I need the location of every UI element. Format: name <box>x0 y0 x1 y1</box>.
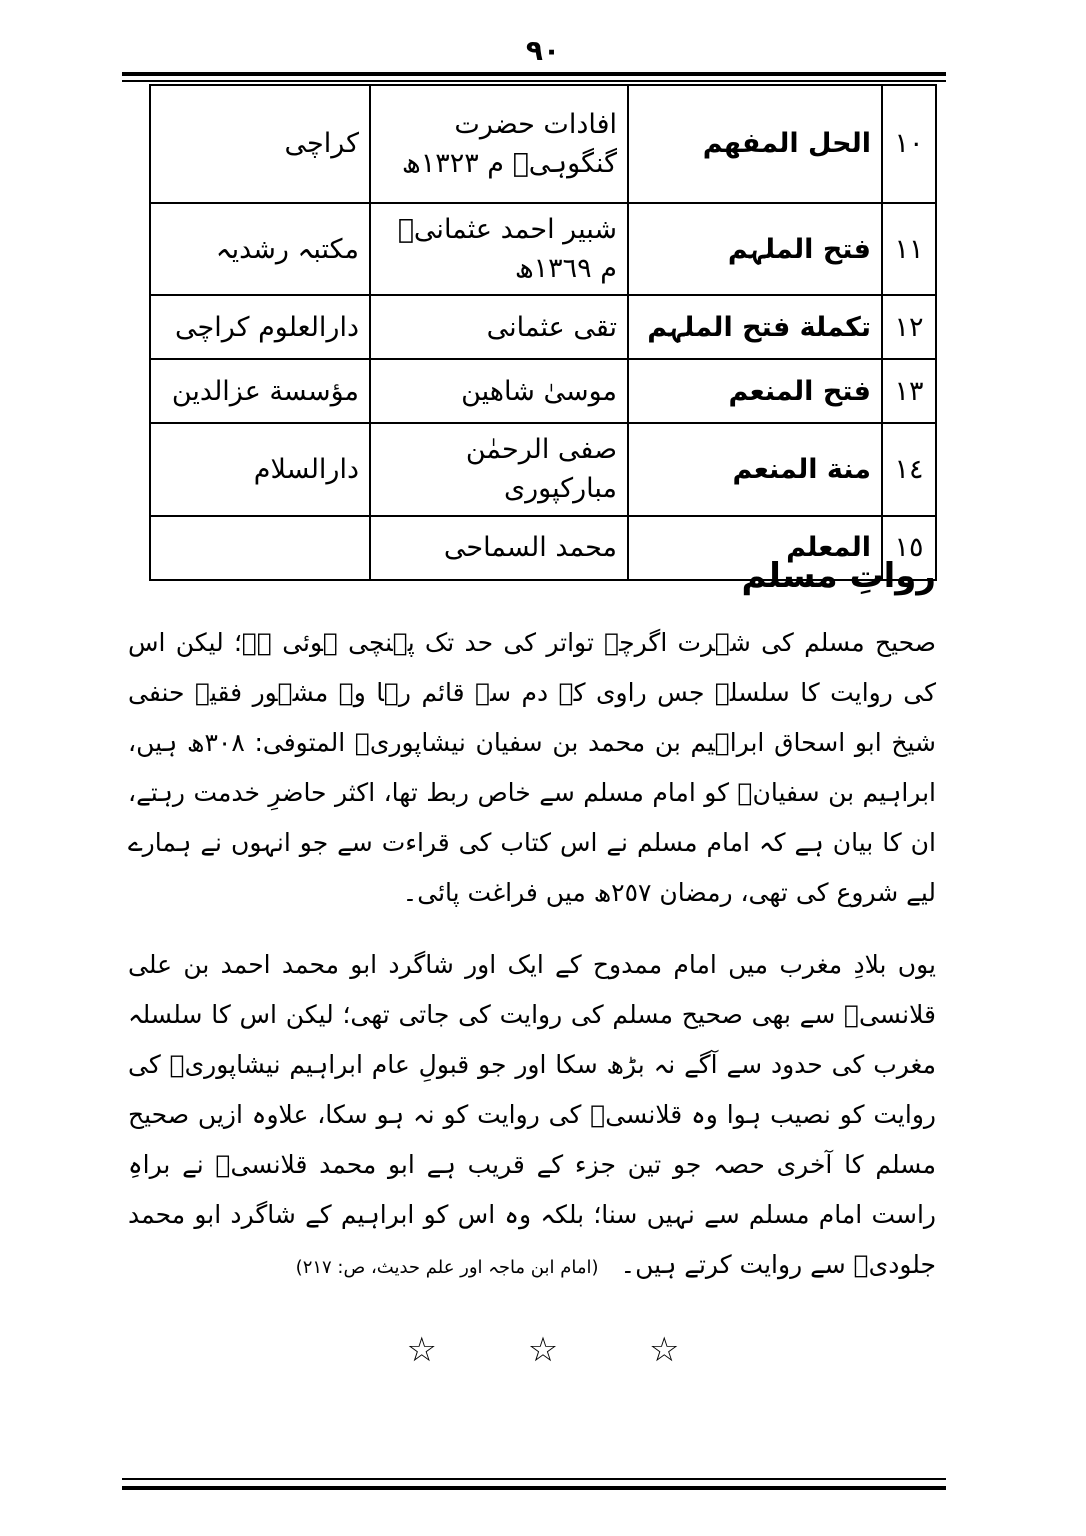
paragraph-1: صحیح مسلم کی شہرت اگرچہ تواتر کی حد تک پہنچی ہوئی ہے؛ لیکن اس کی روایت کا سلسلہ جس راوی کے دم سے قائم رہا وہ مشہور فقیہ حنفی شیخ ابو اسحاق ابراہیم بن محمد بن سفیان نیشاپوریؒ المتوفی: ٣٠٨ھ ہیں، ابراہیم بن سفیانؒ کو امام مسلم سے خاص ربط تھا، اکثر حاضرِ خدمت رہتے، ان کا بیان ہے کہ امام مسلم نے اس کتاب کی قراءت سے جو انہوں نے ہمارے لیے شروع کی تھی، رمضان ٢٥٧ھ میں فراغت پائی۔ <box>128 628 937 907</box>
row-number: ١٠ <box>882 85 936 203</box>
book-title: منة المنعم <box>628 423 882 515</box>
row-number: ١٥ <box>882 516 936 580</box>
star-icon: ☆ <box>649 1330 680 1370</box>
book-publisher: کراچی <box>150 85 370 203</box>
section-heading: رواتِ مسلم <box>741 556 936 596</box>
row-number: ١٢ <box>882 295 936 359</box>
book-publisher <box>150 516 370 580</box>
footer-rule-thin <box>122 1478 946 1480</box>
book-author: تقی عثمانی <box>370 295 628 359</box>
paragraph-2 <box>128 940 936 1293</box>
table-row <box>150 359 936 423</box>
page-number: ٩٠ <box>525 34 561 67</box>
book-author: محمد السماحی <box>370 516 628 580</box>
book-title: تکملة فتح الملہم <box>628 295 882 359</box>
book-title: الحل المفهم <box>628 85 882 203</box>
book-author: شبیر احمد عثمانیؒ م ١٣٦٩ھ <box>370 203 628 295</box>
commentaries-table <box>149 84 937 581</box>
paragraph-2-text: یوں بلادِ مغرب میں امام ممدوح کے ایک اور شاگرد ابو محمد احمد بن علی قلانسیؒ سے بھی صحیح مسلم کی روایت کی جاتی تھی؛ لیکن اس کا سلسلہ مغرب کی حدود سے آگے نہ بڑھ سکا اور جو قبولِ عام ابراہیم نیشاپوریؒ کی روایت کو نصیب ہوا وہ قلانسیؒ کی روایت کو نہ ہو سکا، علاوہ ازیں صحیح مسلم کا آخری حصہ جو تین جزء کے قریب ہے ابو محمد قلانسیؒ نے براہِ راست امام مسلم سے نہیں سنا؛ بلکہ وہ اس کو ابراہیم کے شاگرد ابو محمد جلودیؒ سے روایت کرتے ہیں۔ <box>128 950 936 1279</box>
book-title: فتح الملہم <box>628 203 882 295</box>
book-title: فتح المنعم <box>628 359 882 423</box>
row-number: ١٤ <box>882 423 936 515</box>
row-number: ١١ <box>882 203 936 295</box>
table-row <box>150 423 936 515</box>
book-author: موسیٰ شاهين <box>370 359 628 423</box>
table-row <box>150 203 936 295</box>
book-publisher: مؤسسة عزالدین <box>150 359 370 423</box>
table-row <box>150 85 936 203</box>
row-number: ١٣ <box>882 359 936 423</box>
citation: (امام ابن ماجہ اور علم حدیث، ص: ٢١٧) <box>295 1257 599 1278</box>
book-author: افادات حضرت گنگوہیؒ م ١٣٢٣ھ <box>370 85 628 203</box>
star-icon: ☆ <box>527 1330 559 1370</box>
star-icon: ☆ <box>406 1330 437 1370</box>
book-author: صفی الرحمٰن مبارکپوری <box>370 423 628 515</box>
header-rule-thick <box>122 72 946 76</box>
header-rule-thin <box>122 80 946 82</box>
table-row <box>150 295 936 359</box>
footer-rule-thick <box>122 1486 946 1490</box>
book-publisher: مکتبہ رشدیہ <box>150 203 370 295</box>
book-title: المعلم <box>628 516 882 580</box>
book-publisher: دارالسلام <box>150 423 370 515</box>
section-divider-stars <box>0 1330 1086 1370</box>
book-publisher: دارالعلوم کراچی <box>150 295 370 359</box>
